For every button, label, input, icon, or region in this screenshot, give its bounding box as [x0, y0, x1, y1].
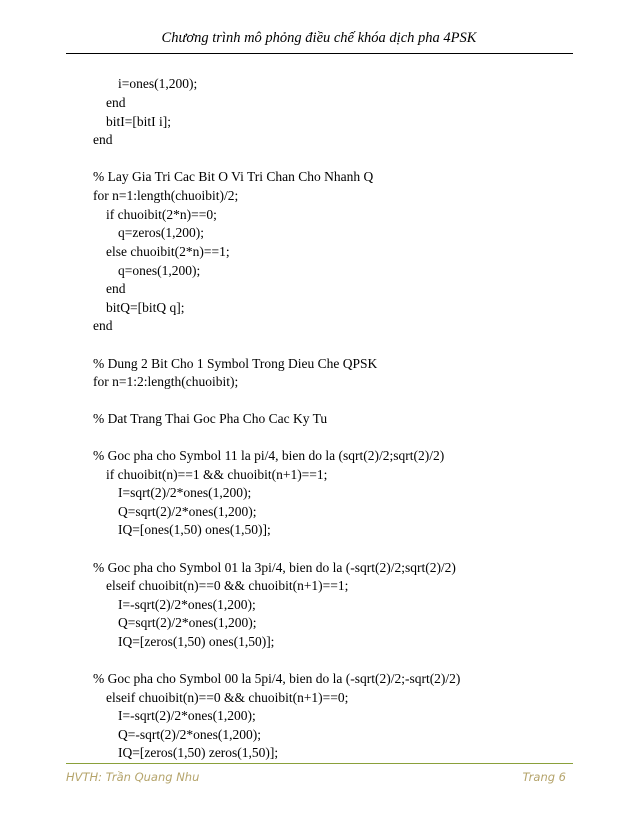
code-comment: % Goc pha cho Symbol 00 la 5pi/4, bien do la (-sqrt(2)/2;-sqrt(2)/2)	[93, 671, 461, 686]
code-line: I=sqrt(2)/2*ones(1,200);	[118, 485, 252, 500]
code-line: end	[93, 318, 113, 333]
code-line: end	[106, 95, 126, 110]
footer-page-number: Trang 6	[522, 770, 566, 784]
code-comment: % Goc pha cho Symbol 01 la 3pi/4, bien do la (-sqrt(2)/2;sqrt(2)/2)	[93, 560, 456, 575]
code-line: else chuoibit(2*n)==1;	[106, 244, 230, 259]
code-line: end	[106, 281, 126, 296]
code-line: Q=-sqrt(2)/2*ones(1,200);	[118, 727, 261, 742]
code-comment: % Dung 2 Bit Cho 1 Symbol Trong Dieu Che QPSK	[93, 356, 378, 371]
footer-divider	[66, 763, 573, 764]
code-line: i=ones(1,200);	[118, 76, 198, 91]
code-line: bitI=[bitI i];	[106, 114, 171, 129]
code-line: q=zeros(1,200);	[118, 225, 204, 240]
code-line: elseif chuoibit(n)==0 && chuoibit(n+1)==1;	[106, 578, 349, 593]
page-header-title: Chương trình mô phỏng điều chế khóa dịch pha 4PSK	[161, 30, 477, 46]
footer-author: HVTH: Trần Quang Nhu	[66, 770, 200, 784]
code-line: I=-sqrt(2)/2*ones(1,200);	[118, 708, 256, 723]
code-line: elseif chuoibit(n)==0 && chuoibit(n+1)==0;	[106, 690, 349, 705]
code-line: if chuoibit(2*n)==0;	[106, 207, 217, 222]
code-line: IQ=[zeros(1,50) ones(1,50)];	[118, 634, 275, 649]
code-line: I=-sqrt(2)/2*ones(1,200);	[118, 597, 256, 612]
code-line: end	[93, 132, 113, 147]
code-line: if chuoibit(n)==1 && chuoibit(n+1)==1;	[106, 467, 328, 482]
code-line: for n=1:length(chuoibit)/2;	[93, 188, 239, 203]
code-comment: % Goc pha cho Symbol 11 la pi/4, bien do la (sqrt(2)/2;sqrt(2)/2)	[93, 448, 445, 463]
header-divider	[66, 53, 573, 54]
code-comment: % Dat Trang Thai Goc Pha Cho Cac Ky Tu	[93, 411, 328, 426]
code-line: Q=sqrt(2)/2*ones(1,200);	[118, 504, 257, 519]
code-line: bitQ=[bitQ q];	[106, 300, 185, 315]
code-line: IQ=[ones(1,50) ones(1,50)];	[118, 522, 271, 537]
code-line: q=ones(1,200);	[118, 263, 201, 278]
code-line: Q=sqrt(2)/2*ones(1,200);	[118, 615, 257, 630]
code-comment: % Lay Gia Tri Cac Bit O Vi Tri Chan Cho Nhanh Q	[93, 169, 374, 184]
code-line: IQ=[zeros(1,50) zeros(1,50)];	[118, 745, 279, 760]
code-line: for n=1:2:length(chuoibit);	[93, 374, 239, 389]
